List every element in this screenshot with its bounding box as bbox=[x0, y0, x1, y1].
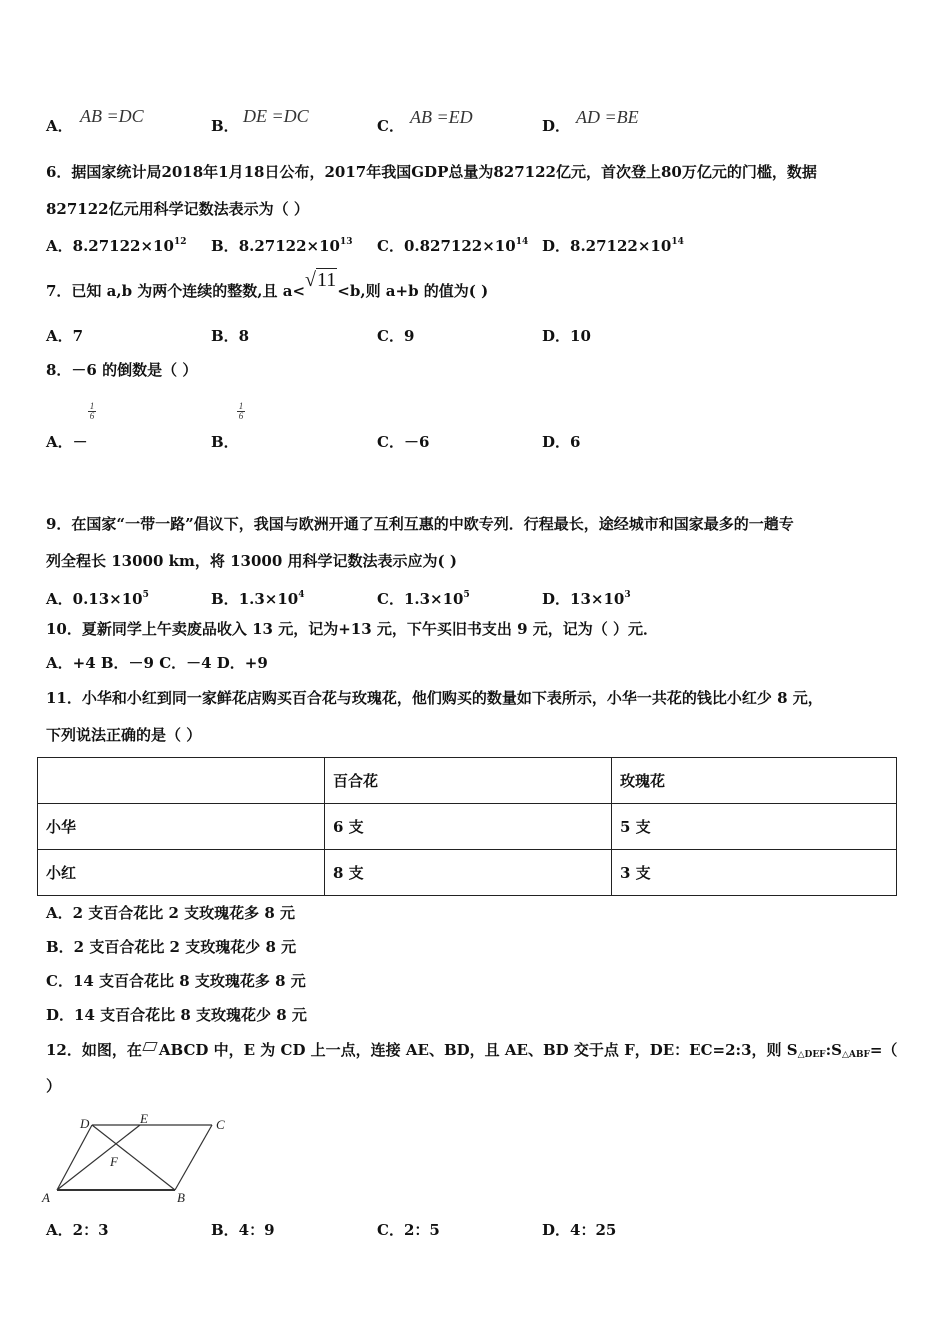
table-row bbox=[38, 850, 897, 896]
q12-stem: 12．如图，在 ABCD 中，E 为 CD 上一点，连接 AE、BD，且 AE、BD 交于点 F，DE：EC=2:3，则 $S_{\triangle DEF}:S_{\triangle ABF}=$（ bbox=[46, 1041, 898, 1060]
q8-option-b: B． bbox=[211, 433, 239, 451]
point-label-e: E bbox=[140, 1111, 148, 1126]
q11-stem-line2: 下列说法正确的是（ ） bbox=[46, 726, 202, 744]
q9-stem-line1: 9．在国家“一带一路”倡议下，我国与欧洲开通了互利互惠的中欧专列．行程最长，途经城市和国家最多的一趟专 bbox=[46, 515, 794, 533]
flower-purchase-table bbox=[37, 757, 897, 896]
q8-option-a: A．－ bbox=[46, 433, 88, 451]
q5-option-a-expr: AB =DC bbox=[80, 106, 144, 126]
q6-option-d: D．$8.27122\times 10^{14}$ bbox=[542, 237, 684, 255]
q5-option-c-expr: AB =ED bbox=[410, 107, 473, 127]
q6-stem-line2: 827122亿元用科学记数法表示为（ ） bbox=[46, 200, 309, 218]
parallelogram-icon bbox=[142, 1042, 157, 1051]
q9-option-b: B．$1.3\times 10^4$ bbox=[211, 590, 305, 608]
q9-option-a: A．$0.13\times 10^5$ bbox=[46, 590, 149, 608]
vertex-label-d: D bbox=[80, 1116, 90, 1131]
q5-option-d-expr: AD =BE bbox=[576, 107, 639, 127]
table-header-cell bbox=[38, 758, 325, 804]
q11-option-d: D．14 支百合花比 8 支玫瑰花少 8 元 bbox=[46, 1006, 307, 1024]
q10-stem: 10．夏新同学上午卖废品收入 13 元，记为+13 元，下午买旧书支出 9 元，记为（ ）元． bbox=[46, 620, 658, 638]
q12-option-b: B．4：9 bbox=[211, 1221, 275, 1239]
table-header-row bbox=[38, 758, 897, 804]
q9-stem-line2: 列全程长 13000 km，将 13000 用科学记数法表示应为( ) bbox=[46, 552, 457, 570]
q11-stem-line1: 11．小华和小红到同一家鲜花店购买百合花与玫瑰花，他们购买的数量如下表所示，小华一共花的钱比小红少 8 元， bbox=[46, 689, 823, 707]
q9-option-c: C．$1.3\times 10^5$ bbox=[377, 590, 470, 608]
table-cell: 6 支 bbox=[325, 804, 612, 850]
q7-option-b: B．8 bbox=[211, 327, 250, 345]
q7-option-c: C．9 bbox=[377, 327, 415, 345]
q11-option-a: A．2 支百合花比 2 支玫瑰花多 8 元 bbox=[46, 904, 296, 922]
q8-option-a-fraction: $\frac{1}{6}$ bbox=[89, 401, 95, 421]
vertex-label-b: B bbox=[177, 1190, 185, 1205]
point-label-f: F bbox=[110, 1154, 118, 1169]
table-row bbox=[38, 804, 897, 850]
q6-option-a: A．$8.27122\times 10^{12}$ bbox=[46, 237, 187, 255]
vertex-label-a: A bbox=[42, 1190, 50, 1205]
q11-option-c: C．14 支百合花比 8 支玫瑰花多 8 元 bbox=[46, 972, 306, 990]
q7-stem: 7．已知 a,b 为两个连续的整数,且 a<√11<b,则 a+b 的值为( ) bbox=[46, 269, 489, 300]
q9-option-d: D．$13\times 10^3$ bbox=[542, 590, 631, 608]
q12-option-c: C．2：5 bbox=[377, 1221, 440, 1239]
q5-option-a: A． bbox=[46, 117, 73, 135]
q7-option-d: D．10 bbox=[542, 327, 591, 345]
table-cell: 小华 bbox=[38, 804, 325, 850]
q10-options: A．+4 B．－9 C．－4 D．+9 bbox=[46, 654, 268, 672]
vertex-label-c: C bbox=[216, 1117, 225, 1132]
q8-stem: 8．－6 的倒数是（ ） bbox=[46, 361, 198, 379]
table-header-cell: 玫瑰花 bbox=[612, 758, 897, 804]
q5-option-d: D． bbox=[542, 117, 571, 135]
table-cell: 8 支 bbox=[325, 850, 612, 896]
table-cell: 5 支 bbox=[612, 804, 897, 850]
q8-option-b-fraction: $\frac{1}{6}$ bbox=[238, 401, 244, 421]
table-header-cell: 百合花 bbox=[325, 758, 612, 804]
q5-option-c: C． bbox=[377, 117, 404, 135]
q6-option-b: B．$8.27122\times 10^{13}$ bbox=[211, 237, 353, 255]
q5-option-b: B． bbox=[211, 117, 239, 135]
q12-stem-line2: ） bbox=[46, 1077, 62, 1095]
q12-option-d: D．4：25 bbox=[542, 1221, 617, 1239]
q8-option-d: D．6 bbox=[542, 433, 581, 451]
q8-option-c: C．－6 bbox=[377, 433, 430, 451]
sqrt-expression: √11 bbox=[305, 269, 337, 291]
table-cell: 3 支 bbox=[612, 850, 897, 896]
parallelogram-figure bbox=[40, 1108, 240, 1208]
q12-option-a: A．2：3 bbox=[46, 1221, 109, 1239]
table-cell: 小红 bbox=[38, 850, 325, 896]
q11-option-b: B．2 支百合花比 2 支玫瑰花少 8 元 bbox=[46, 938, 297, 956]
q6-stem-line1: 6．据国家统计局2018年1月18日公布，2017年我国GDP总量为827122亿元，首次登上80万亿元的门槛，数据 bbox=[46, 163, 817, 181]
q7-option-a: A．7 bbox=[46, 327, 84, 345]
q5-option-b-expr: DE =DC bbox=[243, 106, 309, 126]
q6-option-c: C．$0.827122\times 10^{14}$ bbox=[377, 237, 529, 255]
